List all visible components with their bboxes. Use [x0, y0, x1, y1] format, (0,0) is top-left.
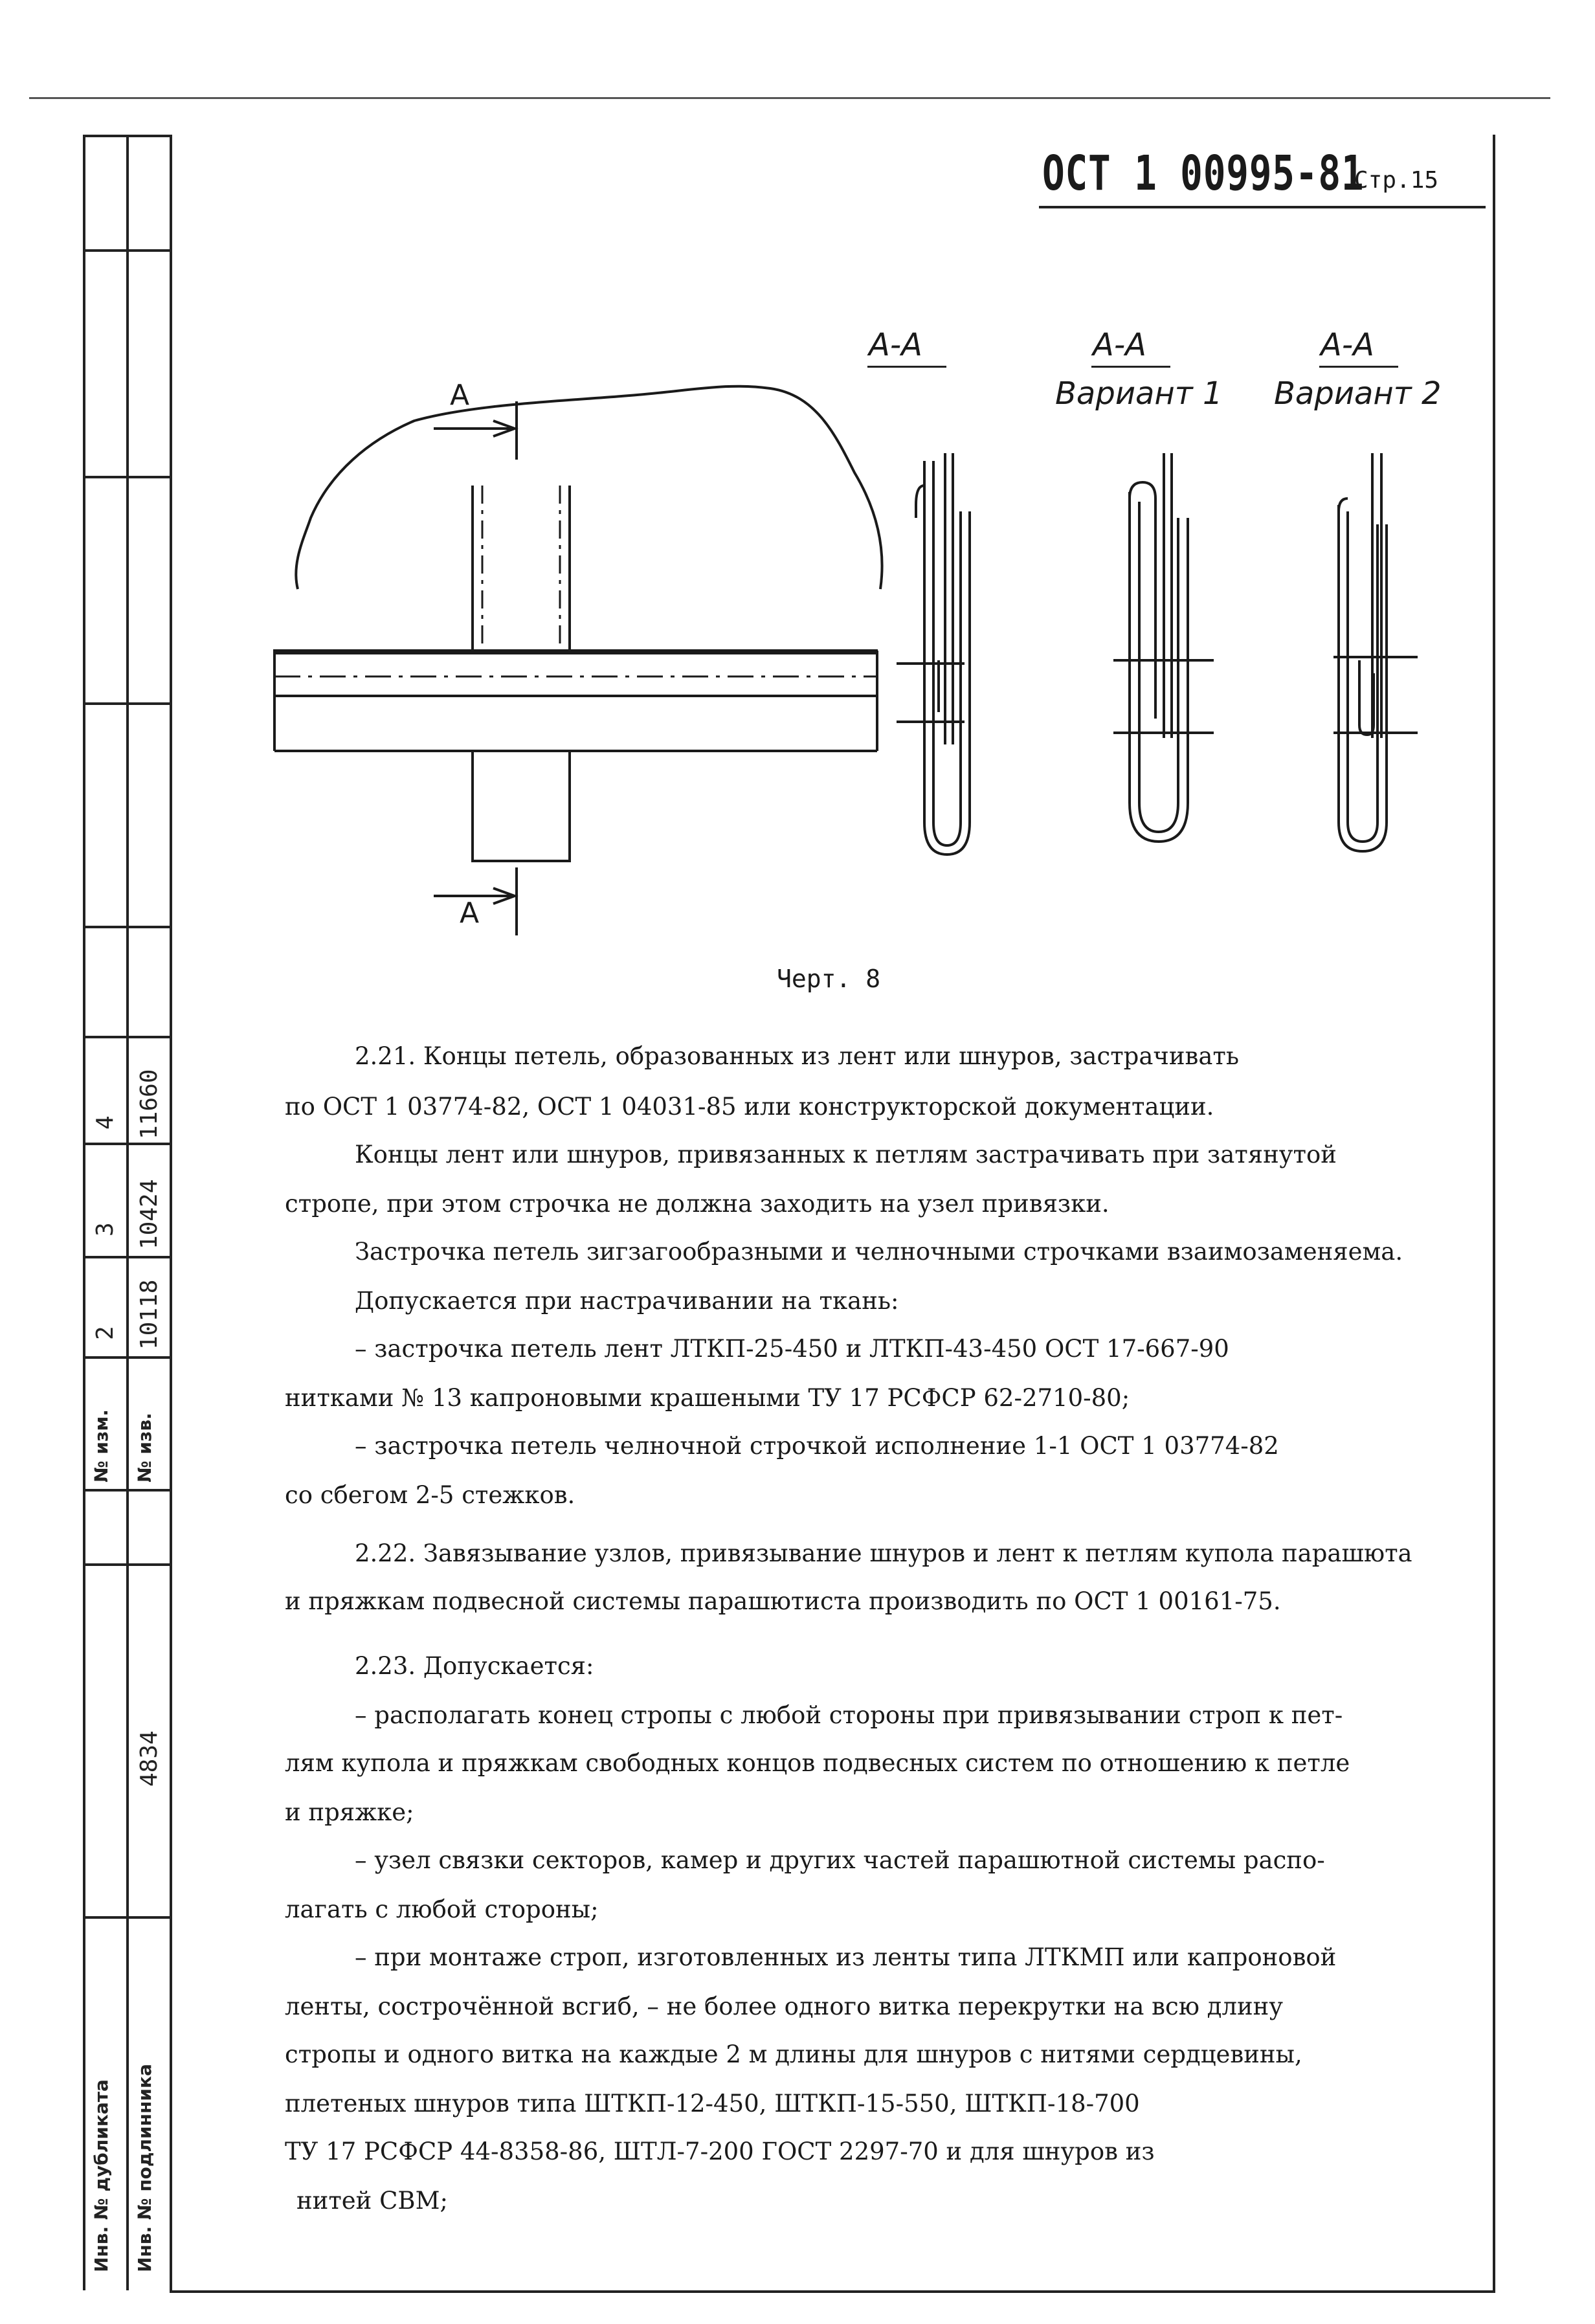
text-line: лям купола и пряжкам свободных концов подвесных систем по отношению к петле — [285, 1749, 1350, 1777]
text-line: стропе, при этом строчка не должна заходить на узел привязки. — [285, 1190, 1110, 1218]
text-line: и пряжкам подвесной системы парашютиста производить по ОСТ 1 00161-75. — [285, 1587, 1281, 1615]
text-line: плетеных шнуров типа ШТКП-12-450, ШТКП-15-550, ШТКП-18-700 — [285, 2090, 1140, 2117]
text-line: – располагать конец стропы с любой стороны при привязывании строп к пет- — [355, 1701, 1343, 1729]
top-rule — [29, 97, 1550, 99]
doc-number: 11660 — [136, 1069, 162, 1139]
inv-orig-label: Инв. № подлинника — [134, 2064, 155, 2272]
rev-number: 4 — [92, 1115, 118, 1130]
section-title-underline — [1091, 366, 1170, 368]
page-number: Стр.15 — [1354, 167, 1439, 194]
text-line: и пряжке; — [285, 1798, 414, 1826]
text-line: Застрочка петель зигзагообразными и челночными строчками взаимозаменяема. — [355, 1238, 1403, 1266]
doc-number: 10118 — [136, 1279, 162, 1350]
text-line: – застрочка петель челночной строчкой исполнение 1-1 ОСТ 1 03774-82 — [355, 1432, 1279, 1460]
section-variant-1 — [1113, 453, 1214, 842]
sidebar-line — [83, 926, 172, 928]
text-line: 2.23. Допускается: — [355, 1652, 594, 1680]
text-line: 2.22. Завязывание узлов, привязывание шнуров и лент к петлям купола парашюта — [355, 1539, 1412, 1567]
sidebar-line — [83, 702, 172, 705]
rev-number: 2 — [92, 1326, 118, 1340]
section-title: А-А — [869, 327, 922, 363]
doc-number: 10424 — [136, 1179, 162, 1249]
text-line: Концы лент или шнуров, привязанных к петлям застрачивать при затянутой — [355, 1141, 1337, 1168]
rev-label: № изм. — [91, 1409, 112, 1482]
text-line: – при монтаже строп, изготовленных из ленты типа ЛТКМП или капроновой — [355, 1943, 1337, 1971]
text-line: 2.21. Концы петель, образованных из лент или шнуров, застрачивать — [355, 1042, 1240, 1070]
sidebar-line — [83, 1143, 172, 1145]
text-line: лагать с любой стороны; — [285, 1895, 599, 1923]
section-a-a — [897, 453, 970, 855]
section-variant-2 — [1333, 453, 1418, 851]
sidebar-line — [83, 1916, 172, 1919]
text-line: Допускается при настрачивании на ткань: — [355, 1287, 899, 1315]
text-line: по ОСТ 1 03774-82, ОСТ 1 04031-85 или конструкторской документации. — [285, 1093, 1214, 1121]
text-line: ТУ 17 РСФСР 44-8358-86, ШТЛ-7-200 ГОСТ 2297-70 и для шнуров из — [285, 2138, 1155, 2165]
section-variant-label: Вариант 1 — [1055, 375, 1223, 412]
text-line: нитками № 13 капроновыми крашеными ТУ 17 РСФСР 62-2710-80; — [285, 1384, 1130, 1412]
text-line: ленты, сострочённой всгиб, – не более одного витка перекрутки на всю длину — [285, 1993, 1284, 2020]
figure-caption: Черт. 8 — [777, 965, 881, 993]
sidebar-line — [83, 1356, 172, 1359]
sidebar-line — [83, 135, 172, 137]
sidebar-line — [83, 249, 172, 252]
section-title-underline — [867, 366, 946, 368]
sidebar-line — [83, 1036, 172, 1038]
inv-orig-value: 4834 — [136, 1730, 162, 1787]
section-title: А-А — [1321, 327, 1374, 363]
text-line: – узел связки секторов, камер и других частей парашютной системы распо- — [355, 1846, 1325, 1874]
sidebar-line — [83, 1563, 172, 1566]
section-title-underline — [1319, 366, 1398, 368]
canopy-panel — [274, 386, 882, 861]
text-line: нитей СВМ; — [296, 2187, 448, 2215]
header-rule — [1039, 206, 1486, 208]
sidebar-left-border — [83, 135, 85, 2290]
text-line: – застрочка петель лент ЛТКП-25-450 и ЛТКП-43-450 ОСТ 17-667-90 — [355, 1335, 1229, 1363]
text-line: стропы и одного витка на каждые 2 м длины для шнуров с нитями сердцевины, — [285, 2040, 1302, 2068]
sidebar-mid-border — [126, 135, 129, 2290]
sidebar-line — [83, 1256, 172, 1258]
text-line: со сбегом 2-5 стежков. — [285, 1481, 575, 1509]
rev-number: 3 — [92, 1222, 118, 1236]
section-title: А-А — [1093, 327, 1146, 363]
marker-bottom-label: А — [460, 897, 480, 930]
inv-dup-label: Инв. № дубликата — [91, 2079, 112, 2272]
sidebar-line — [83, 1489, 172, 1492]
sidebar-line — [83, 476, 172, 478]
marker-top-label: А — [450, 379, 470, 412]
doc-code: ОСТ 1 00995-81 — [1042, 146, 1365, 201]
figure-drawing — [259, 324, 1489, 945]
doc-label: № изв. — [134, 1413, 155, 1482]
section-variant-label: Вариант 2 — [1274, 375, 1442, 412]
